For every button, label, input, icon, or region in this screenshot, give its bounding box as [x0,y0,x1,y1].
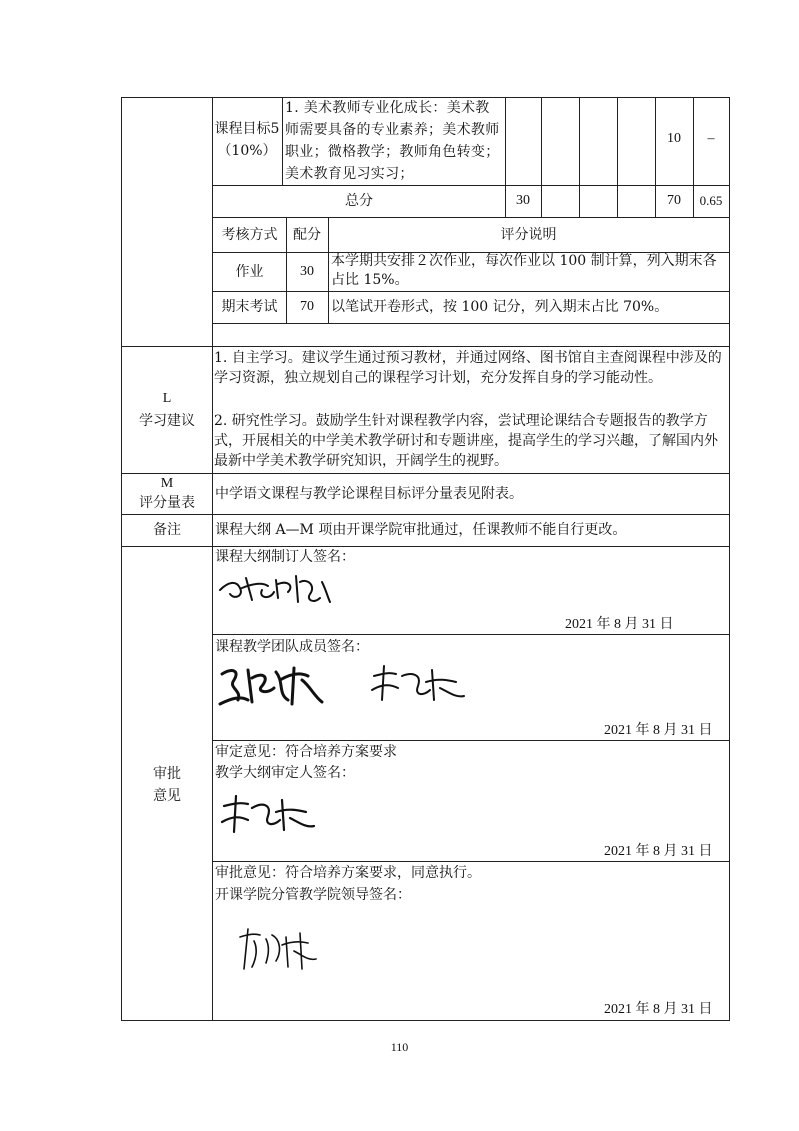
assessment-row-points: 30 [300,264,314,279]
rating-scale-content: 中学语文课程与教学论课程目标评分量表见附表。 [215,486,523,502]
assessment-header-method: 考核方式 [221,227,278,243]
objective-label: 课程目标5（10%） [214,121,280,159]
approval-block-line: 审批意见：符合培养方案要求，同意执行。 [215,865,481,881]
signature-team-member [218,660,328,710]
approval-block-line: 教学大纲审定人签名： [215,765,355,781]
signature-reviewer [220,790,320,840]
objective-dash: – [707,131,715,146]
assessment-row-description: 本学期共安排２次作业，每次作业以 100 制计算，列入期末各占比 15%。 [331,253,717,288]
approval-block-line: 课程大纲制订人签名： [215,549,355,565]
signature-team-member [368,660,468,710]
assessment-header-description: 评分说明 [500,227,557,243]
objective-content: 1. 美术教师专业化成长：美术教师需要具备的专业素养；美术教师职业；微格教学；教师角色转变；美术教育见习实习； [285,100,500,182]
total-value-b: 70 [667,193,681,208]
total-value-c: 0.65 [699,193,723,208]
rating-scale-letter: M [160,476,174,491]
learning-advice-item: 2. 研究性学习。鼓励学生针对课程教学内容，尝试理论课结合专题报告的教学方式，开展相关的中学美术教学研讨和专题讲座，提高学生的学习兴趣，了解国内外最新中学美术教学研究知识，开阔学生的视野。 [214,413,718,469]
learning-advice-letter: L [162,391,172,406]
approval-block-line: 审定意见：符合培养方案要求 [215,744,397,760]
signature-dean [236,925,326,975]
page-number: 110 [390,1040,409,1054]
total-label: 总分 [345,193,373,209]
assessment-row-points: 70 [300,299,314,314]
signature-drafter [218,568,348,610]
table-border-right [729,97,730,1021]
assessment-row-method: 期末考试 [221,299,278,315]
approval-block-date: 2021 年 8 月 31 日 [604,723,713,738]
approval-label: 审批 [153,766,181,782]
assessment-row-method: 作业 [235,264,264,280]
approval-block-date: 2021 年 8 月 31 日 [604,1002,713,1017]
approval-label: 意见 [153,788,181,804]
objective-score: 10 [667,131,681,146]
remarks-label: 备注 [153,522,181,538]
rating-scale-label: 评分量表 [139,495,195,511]
assessment-header-points: 配分 [293,227,321,243]
total-value-a: 30 [516,193,530,208]
remarks-content: 课程大纲 A—M 项由开课学院审批通过，任课教师不能自行更改。 [215,522,627,538]
table-border-left [121,97,122,1021]
learning-advice-item: 1. 自主学习。建议学生通过预习教材，并通过网络、图书馆自主查阅课程中涉及的学习资源，独立规划自己的课程学习计划，充分发挥自身的学习能动性。 [214,350,722,386]
assessment-row-description: 以笔试开卷形式，按 100 记分，列入期末占比 70%。 [331,299,669,315]
learning-advice-label: 学习建议 [139,413,195,429]
approval-block-line: 开课学院分管教学院领导签名： [215,887,411,903]
approval-block-date: 2021 年 8 月 31 日 [604,844,713,859]
approval-block-line: 课程教学团队成员签名： [215,639,369,655]
approval-block-date: 2021 年 8 月 31 日 [565,617,674,632]
